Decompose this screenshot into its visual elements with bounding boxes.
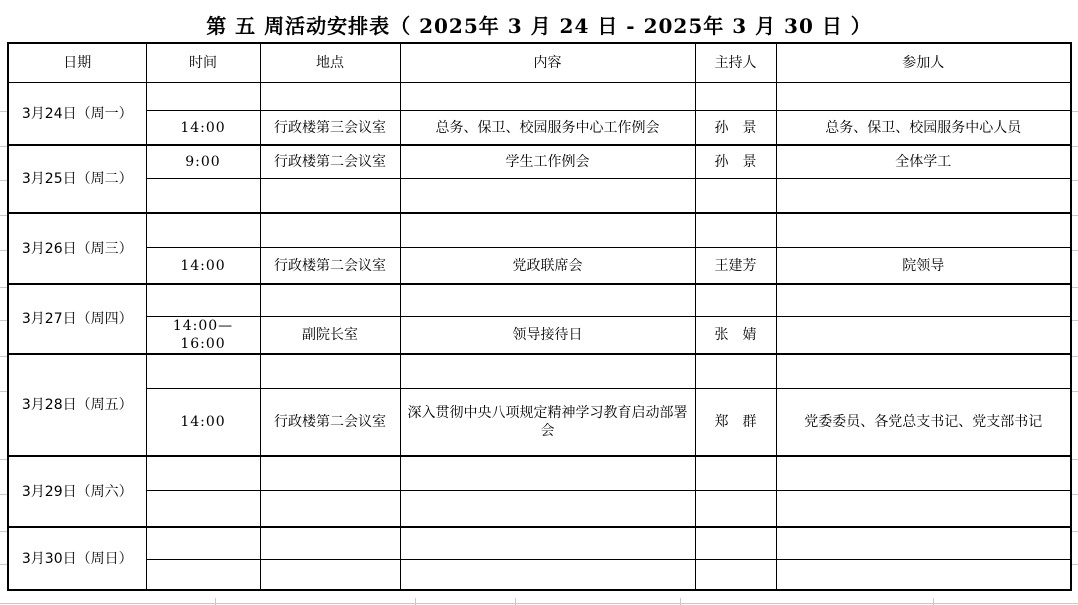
host-cell bbox=[695, 491, 776, 528]
time-cell bbox=[146, 491, 260, 528]
content-cell bbox=[400, 284, 695, 317]
host-cell bbox=[695, 354, 776, 389]
grid-stub bbox=[1072, 564, 1078, 565]
participants-cell bbox=[776, 560, 1071, 591]
content-cell: 总务、保卫、校园服务中心工作例会 bbox=[400, 111, 695, 146]
time-cell bbox=[146, 83, 260, 111]
grid-stub bbox=[1072, 391, 1078, 392]
date-cell: 3月25日（周二） bbox=[8, 145, 146, 213]
participants-cell: 党委委员、各党总支书记、党支部书记 bbox=[776, 389, 1071, 457]
grid-stub bbox=[0, 320, 7, 321]
content-cell: 深入贯彻中央八项规定精神学习教育启动部署会 bbox=[400, 389, 695, 457]
participants-cell bbox=[776, 491, 1071, 528]
time-cell bbox=[146, 560, 260, 591]
grid-stub bbox=[0, 180, 7, 181]
time-cell: 14:00 bbox=[146, 111, 260, 146]
host-cell: 张 婧 bbox=[695, 317, 776, 355]
grid-stub bbox=[1072, 250, 1078, 251]
table-row bbox=[8, 179, 1071, 214]
content-cell bbox=[400, 213, 695, 248]
host-cell bbox=[695, 560, 776, 591]
grid-stub bbox=[1072, 215, 1078, 216]
header-date: 日期 bbox=[8, 43, 146, 83]
header-row bbox=[8, 43, 1071, 83]
participants-cell bbox=[776, 179, 1071, 214]
content-cell bbox=[400, 560, 695, 591]
grid-stub bbox=[1072, 180, 1078, 181]
grid-stub bbox=[0, 564, 7, 565]
grid-stub bbox=[1072, 287, 1078, 288]
time-cell: 14:00 bbox=[146, 389, 260, 457]
table-row bbox=[8, 248, 1071, 285]
grid-stub bbox=[0, 111, 7, 112]
location-cell: 副院长室 bbox=[260, 317, 400, 355]
grid-stub bbox=[0, 531, 7, 532]
table-row bbox=[8, 560, 1071, 591]
table-row bbox=[8, 456, 1071, 491]
time-cell bbox=[146, 213, 260, 248]
grid-stub bbox=[0, 603, 1078, 604]
grid-stub bbox=[0, 459, 7, 460]
time-cell: 9:00 bbox=[146, 145, 260, 179]
participants-cell bbox=[776, 354, 1071, 389]
table-row bbox=[8, 389, 1071, 457]
page-title: 第 五 周活动安排表（ 2025年 3 月 24 日 - 2025年 3 月 30 日 ） bbox=[206, 14, 872, 38]
grid-stub bbox=[0, 250, 7, 251]
grid-stub bbox=[1072, 111, 1078, 112]
content-cell: 党政联席会 bbox=[400, 248, 695, 285]
grid-stub bbox=[0, 215, 7, 216]
time-cell bbox=[146, 527, 260, 560]
table-row bbox=[8, 284, 1071, 317]
host-cell bbox=[695, 527, 776, 560]
host-cell bbox=[695, 456, 776, 491]
host-cell: 孙 景 bbox=[695, 111, 776, 146]
location-cell bbox=[260, 456, 400, 491]
time-cell bbox=[146, 284, 260, 317]
grid-stub bbox=[0, 287, 7, 288]
time-cell: 14:00 bbox=[146, 248, 260, 285]
participants-cell: 全体学工 bbox=[776, 145, 1071, 179]
host-cell bbox=[695, 179, 776, 214]
host-cell: 王建芳 bbox=[695, 248, 776, 285]
table-row bbox=[8, 213, 1071, 248]
date-cell: 3月29日（周六） bbox=[8, 456, 146, 527]
table-row bbox=[8, 317, 1071, 355]
location-cell bbox=[260, 83, 400, 111]
grid-stub bbox=[1072, 320, 1078, 321]
participants-cell: 总务、保卫、校园服务中心人员 bbox=[776, 111, 1071, 146]
location-cell bbox=[260, 560, 400, 591]
location-cell bbox=[260, 179, 400, 214]
grid-stub bbox=[0, 146, 7, 147]
date-cell: 3月27日（周四） bbox=[8, 284, 146, 354]
location-cell bbox=[260, 213, 400, 248]
content-cell: 学生工作例会 bbox=[400, 145, 695, 179]
schedule-table bbox=[7, 42, 1072, 591]
time-cell bbox=[146, 179, 260, 214]
table-row bbox=[8, 83, 1071, 111]
participants-cell bbox=[776, 317, 1071, 355]
participants-cell bbox=[776, 527, 1071, 560]
host-cell: 孙 景 bbox=[695, 145, 776, 179]
location-cell bbox=[260, 527, 400, 560]
table-row bbox=[8, 354, 1071, 389]
host-cell bbox=[695, 83, 776, 111]
participants-cell bbox=[776, 83, 1071, 111]
content-cell bbox=[400, 527, 695, 560]
time-cell bbox=[146, 456, 260, 491]
location-cell: 行政楼第二会议室 bbox=[260, 145, 400, 179]
participants-cell bbox=[776, 456, 1071, 491]
table-row bbox=[8, 527, 1071, 560]
location-cell: 行政楼第三会议室 bbox=[260, 111, 400, 146]
table-row bbox=[8, 145, 1071, 179]
content-cell bbox=[400, 491, 695, 528]
table-row bbox=[8, 111, 1071, 146]
header-content: 内容 bbox=[400, 43, 695, 83]
host-cell bbox=[695, 213, 776, 248]
participants-cell: 院领导 bbox=[776, 248, 1071, 285]
location-cell bbox=[260, 284, 400, 317]
location-cell: 行政楼第二会议室 bbox=[260, 248, 400, 285]
grid-stub bbox=[0, 356, 7, 357]
content-cell bbox=[400, 179, 695, 214]
grid-stub bbox=[0, 391, 7, 392]
grid-stub bbox=[0, 494, 7, 495]
time-cell: 14:00—16:00 bbox=[146, 317, 260, 355]
host-cell bbox=[695, 284, 776, 317]
participants-cell bbox=[776, 284, 1071, 317]
grid-stub bbox=[1072, 494, 1078, 495]
header-participants: 参加人 bbox=[776, 43, 1071, 83]
table-row bbox=[8, 491, 1071, 528]
content-cell bbox=[400, 456, 695, 491]
date-cell: 3月30日（周日） bbox=[8, 527, 146, 590]
grid-stub bbox=[1072, 459, 1078, 460]
header-location: 地点 bbox=[260, 43, 400, 83]
date-cell: 3月26日（周三） bbox=[8, 213, 146, 284]
content-cell bbox=[400, 83, 695, 111]
header-time: 时间 bbox=[146, 43, 260, 83]
content-cell bbox=[400, 354, 695, 389]
grid-stub bbox=[1072, 356, 1078, 357]
time-cell bbox=[146, 354, 260, 389]
grid-stub bbox=[1072, 531, 1078, 532]
content-cell: 领导接待日 bbox=[400, 317, 695, 355]
date-cell: 3月24日（周一） bbox=[8, 83, 146, 146]
header-host: 主持人 bbox=[695, 43, 776, 83]
grid-stub bbox=[1072, 146, 1078, 147]
host-cell: 郑 群 bbox=[695, 389, 776, 457]
location-cell bbox=[260, 354, 400, 389]
participants-cell bbox=[776, 213, 1071, 248]
date-cell: 3月28日（周五） bbox=[8, 354, 146, 456]
location-cell: 行政楼第二会议室 bbox=[260, 389, 400, 457]
location-cell bbox=[260, 491, 400, 528]
